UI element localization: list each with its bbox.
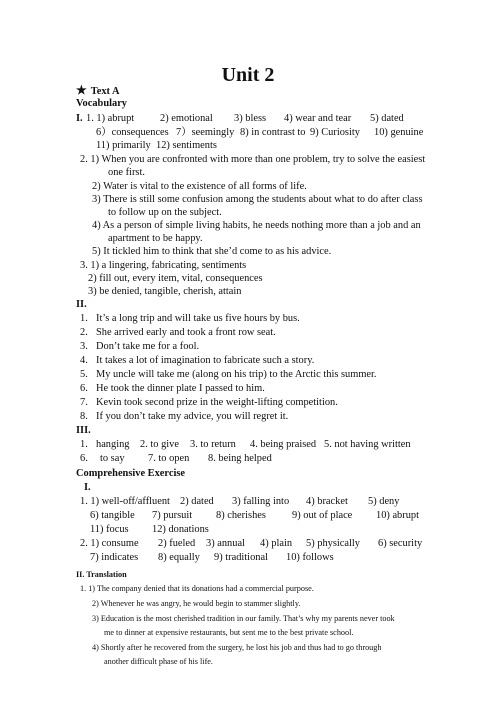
vocab-i-q2-line: to follow up on the subject. bbox=[108, 207, 222, 218]
star-icon: ★ bbox=[76, 83, 87, 97]
section-number: I. bbox=[84, 482, 91, 493]
list-item: 8. If you don’t take my advice, you will regret it. bbox=[80, 411, 289, 422]
answer: 11) primarily bbox=[96, 140, 151, 151]
vocab-iii-row1: 1. hanging 2. to give 3. to return 4. being praised 5. not having written bbox=[80, 439, 411, 450]
vocab-i-q1-row1 bbox=[76, 112, 404, 125]
section-number: III. bbox=[76, 425, 91, 436]
translation-heading: II. Translation bbox=[76, 570, 127, 579]
translation-line: 3) Education is the most cherished tradition in our family. That’s why my parents never took bbox=[92, 614, 395, 623]
vocab-i-q3-line: 3) be denied, tangible, cherish, attain bbox=[88, 286, 242, 297]
vocab-i-q2-line: apartment to be happy. bbox=[108, 233, 203, 244]
list-item: 1. It’s a long trip and will take us five hours by bus. bbox=[80, 313, 300, 324]
translation-line: 1. 1) The company denied that its donations had a commercial purpose. bbox=[80, 584, 314, 593]
list-item: 2. She arrived early and took a front row seat. bbox=[80, 327, 276, 338]
vocab-i-q3-line: 2) fill out, every item, vital, consequences bbox=[88, 273, 263, 284]
answer: 4) wear and tear bbox=[284, 113, 352, 124]
answer: 6）consequences bbox=[96, 127, 169, 138]
answer: 3) bless bbox=[234, 113, 267, 124]
answer: 12) sentiments bbox=[156, 140, 217, 151]
translation-line: another difficult phase of his life. bbox=[104, 657, 213, 666]
vocabulary-heading: Vocabulary bbox=[76, 98, 127, 109]
comp-row: 2. 1) consume 2) fueled 3) annual 4) plain 5) physically 6) security bbox=[80, 538, 423, 549]
vocab-iii-row2: 6. to say 7. to open 8. being helped bbox=[80, 453, 272, 464]
list-item: 5. My uncle will take me (along on his trip) to the Arctic this summer. bbox=[80, 369, 377, 380]
list-item: 6. He took the dinner plate I passed to him. bbox=[80, 383, 265, 394]
vocab-i-q2-line: 2. 1) When you are confronted with more than one problem, try to solve the easiest bbox=[80, 154, 426, 165]
comp-row: 11) focus 12) donations bbox=[90, 524, 209, 535]
section-number: II. bbox=[76, 299, 87, 310]
vocab-i-q2-line: 4) As a person of simple living habits, he needs nothing more than a job and an bbox=[92, 220, 421, 231]
section-number: I. bbox=[76, 113, 83, 124]
comp-row: 1. 1) well-off/affluent 2) dated 3) falling into 4) bracket 5) deny bbox=[80, 496, 400, 507]
answer: 2) emotional bbox=[160, 113, 213, 124]
answer: 7）seemingly bbox=[176, 127, 235, 138]
answer: 8) in contrast to bbox=[240, 127, 306, 138]
comp-row: 7) indicates 8) equally 9) traditional 10) follows bbox=[90, 552, 334, 563]
page-title: Unit 2 bbox=[221, 64, 275, 86]
answer: 1. 1) abrupt bbox=[86, 113, 135, 124]
answer: 9) Curiosity bbox=[310, 127, 360, 138]
vocab-i-q2-line: 5) It tickled him to think that she’d come to as his advice. bbox=[92, 246, 332, 257]
translation-line: 4) Shortly after he recovered from the surgery, he lost his job and thus had to go through bbox=[92, 643, 382, 652]
section-text-a bbox=[76, 84, 120, 98]
list-item: 7. Kevin took second prize in the weight-lifting competition. bbox=[80, 397, 338, 408]
comprehensive-heading: Comprehensive Exercise bbox=[76, 468, 185, 479]
vocab-i-q2-line: 2) Water is vital to the existence of all forms of life. bbox=[92, 181, 307, 192]
list-item: 3. Don’t take me for a fool. bbox=[80, 341, 200, 352]
answer: 10) genuine bbox=[374, 127, 424, 138]
answer: 5) dated bbox=[370, 113, 404, 124]
translation-line: me to dinner at expensive restaurants, but sent me to the best private school. bbox=[104, 628, 354, 637]
text-a-label: Text A bbox=[90, 86, 120, 97]
vocab-i-q2-line: 3) There is still some confusion among the students about what to do after class bbox=[92, 194, 423, 205]
comp-row: 6) tangible 7) pursuit 8) cherishes 9) out of place 10) abrupt bbox=[90, 510, 419, 521]
translation-line: 2) Whenever he was angry, he would begin to stammer slightly. bbox=[92, 599, 301, 608]
list-item: 4. It takes a lot of imagination to fabricate such a story. bbox=[80, 355, 315, 366]
vocab-i-q2-line: one first. bbox=[108, 167, 145, 178]
vocab-i-q3-line: 3. 1) a lingering, fabricating, sentiments bbox=[80, 260, 247, 271]
